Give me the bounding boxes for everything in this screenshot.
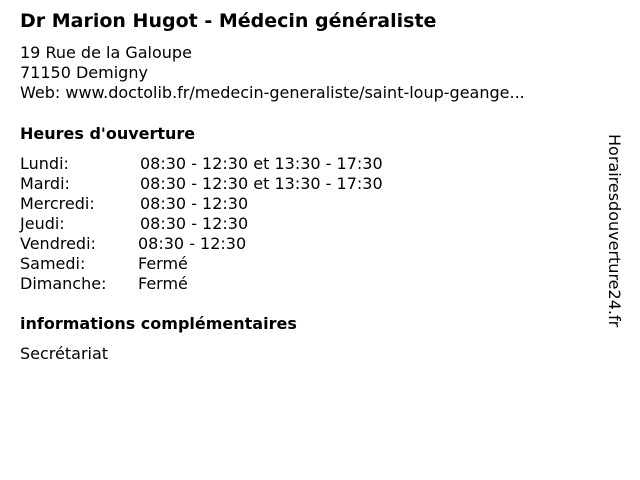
hours-time: 08:30 - 12:30 [138, 234, 247, 253]
hours-time: 08:30 - 12:30 et 13:30 - 17:30 [140, 154, 383, 173]
hours-day: Mardi: [20, 174, 70, 193]
address-street: 19 Rue de la Galoupe [20, 43, 192, 62]
hours-time: Fermé [138, 274, 188, 293]
site-watermark: Horairesdouverture24.fr [605, 134, 624, 328]
address-web: Web: www.doctolib.fr/medecin-generaliste/saint-loup-geange... [20, 83, 525, 102]
hours-day: Lundi: [20, 154, 69, 173]
hours-day: Vendredi: [20, 234, 96, 253]
hours-time: 08:30 - 12:30 [140, 194, 249, 213]
page-title: Dr Marion Hugot - Médecin généraliste [20, 10, 437, 32]
address-city: 71150 Demigny [20, 63, 148, 82]
hours-time: 08:30 - 12:30 [140, 214, 249, 233]
info-text: Secrétariat [20, 344, 109, 363]
hours-time: Fermé [138, 254, 188, 273]
hours-day: Dimanche: [20, 274, 107, 293]
hours-heading: Heures d'ouverture [20, 124, 196, 143]
hours-time: 08:30 - 12:30 et 13:30 - 17:30 [140, 174, 383, 193]
info-heading: informations complémentaires [20, 314, 297, 333]
hours-day: Mercredi: [20, 194, 95, 213]
hours-day: Samedi: [20, 254, 86, 273]
hours-day: Jeudi: [20, 214, 65, 233]
address-block [20, 43, 525, 103]
